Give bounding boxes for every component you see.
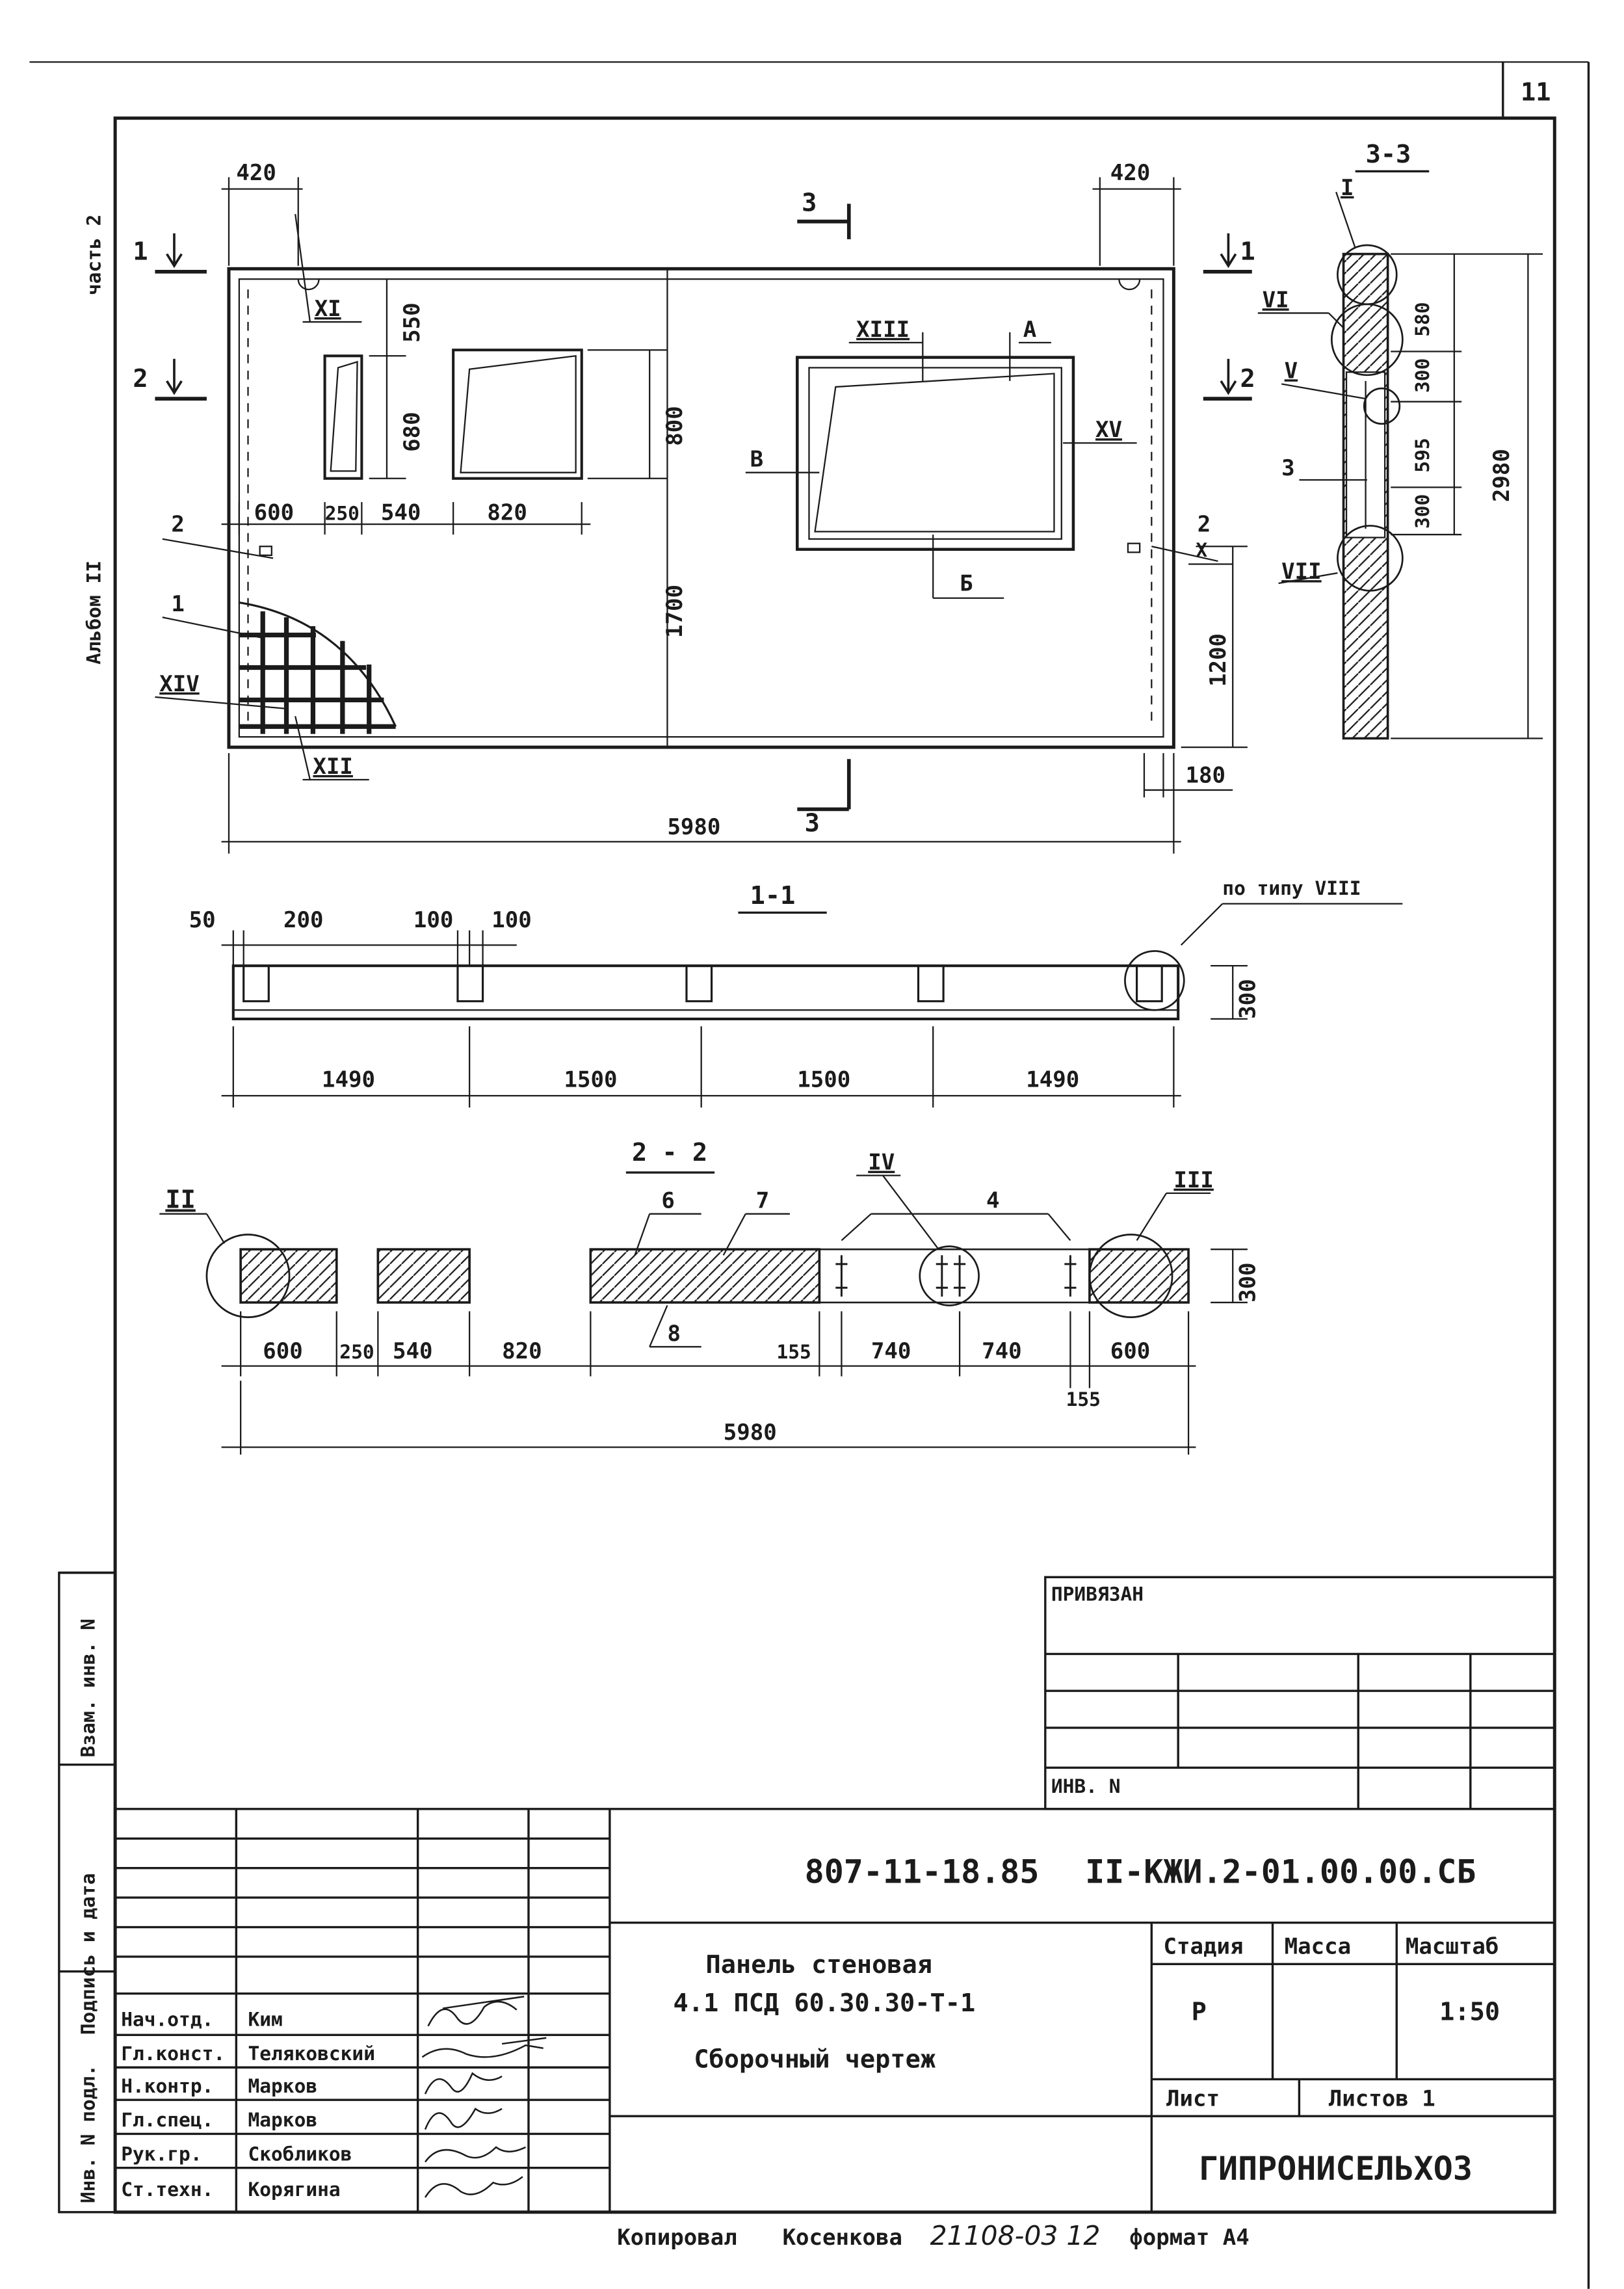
dim-1500-a: 1500: [564, 1066, 618, 1093]
format-label: формат А4: [1129, 2224, 1250, 2251]
dim-300-s11: 300: [1235, 979, 1261, 1019]
callout-4: 4: [986, 1187, 1000, 1214]
organization: ГИПРОНИСЕЛЬХОЗ: [1198, 2149, 1473, 2188]
section-1-1: [189, 877, 1403, 1107]
section-2-2: [159, 1138, 1261, 1455]
panel-plan-view: [133, 160, 1255, 854]
dim-250-s22: 250: [339, 1341, 374, 1364]
dim-50: 50: [189, 907, 216, 934]
binding-box: [1045, 1577, 1554, 1809]
dim-2980: 2980: [1488, 449, 1515, 503]
callout-2-left: 2: [171, 511, 185, 538]
cut-1-right: 1: [1240, 237, 1255, 267]
callout-VI: VI: [1262, 287, 1289, 313]
dim-300-s22: 300: [1235, 1262, 1261, 1303]
title-block: [115, 1809, 1554, 2212]
dim-1200: 1200: [1205, 633, 1231, 687]
dim-820-s22: 820: [502, 1338, 542, 1365]
title-line-3: Сборочный чертеж: [694, 2044, 936, 2074]
callout-8: 8: [667, 1320, 681, 1347]
dim-300-a: 300: [1411, 358, 1434, 393]
copied-name: Косенкова: [782, 2224, 903, 2251]
staff-name: Марков: [248, 2109, 318, 2132]
staff-name: Ким: [248, 2008, 283, 2031]
callout-III: III: [1173, 1167, 1214, 1193]
dim-1490-a: 1490: [322, 1066, 376, 1093]
dim-420-left: 420: [236, 160, 276, 187]
staff-name: Корягина: [248, 2178, 341, 2201]
title-line-1: Панель стеновая: [705, 1950, 933, 1979]
dim-600: 600: [254, 499, 295, 526]
callout-B: Б: [960, 570, 973, 597]
callout-A: А: [1023, 316, 1037, 343]
staff-name: Марков: [248, 2074, 318, 2097]
section-1-1-title: 1-1: [750, 880, 796, 910]
dim-595: 595: [1411, 438, 1434, 473]
sheet-code: II-КЖИ.2-01.00.00.СБ: [1085, 1853, 1476, 1891]
cut-1-left: 1: [133, 237, 148, 267]
dim-250: 250: [324, 502, 360, 525]
section-2-2-title: 2 - 2: [631, 1137, 708, 1167]
side-stamp: [59, 1573, 115, 2212]
cut-3-top: 3: [802, 188, 817, 218]
footer: [617, 2220, 1249, 2251]
staff-role: Гл.спец.: [121, 2109, 214, 2132]
part-label: часть 2: [83, 214, 105, 296]
dim-180: 180: [1185, 762, 1226, 789]
staff-role: Ст.техн.: [121, 2178, 214, 2201]
dim-740-b: 740: [982, 1338, 1022, 1365]
dim-155-a: 155: [776, 1341, 811, 1364]
dim-5980-plan: 5980: [667, 814, 721, 841]
dim-580: 580: [1411, 302, 1434, 337]
callout-XII: XII: [313, 753, 353, 780]
dim-820: 820: [487, 499, 527, 526]
side-stamp-replace: Взам. инв. N: [77, 1619, 99, 1758]
callout-X: X: [1196, 539, 1208, 562]
scale-header: Масштаб: [1405, 1933, 1499, 1960]
callout-3: 3: [1281, 455, 1295, 482]
mass-header: Масса: [1284, 1933, 1352, 1960]
staff-role: Рук.гр.: [121, 2143, 202, 2165]
callout-2-right: 2: [1197, 511, 1211, 538]
callout-XIII: XIII: [856, 316, 910, 343]
copied-label: Копировал: [617, 2224, 737, 2251]
section-3-3: [1258, 140, 1543, 739]
stage-value: Р: [1191, 1997, 1207, 2027]
binding-label: ПРИВЯЗАН: [1051, 1583, 1144, 1606]
dim-200: 200: [283, 907, 324, 934]
page-number: 11: [1521, 77, 1551, 107]
staff-role: Нач.отд.: [121, 2008, 214, 2031]
callout-7: 7: [755, 1187, 770, 1214]
section-3-3-title: 3-3: [1365, 139, 1411, 169]
doc-code: 807-11-18.85: [804, 1853, 1040, 1891]
callout-XV: XV: [1095, 417, 1123, 443]
album-label: Альбом II: [83, 560, 105, 665]
title-line-2: 4.1 ПСД 60.30.30-Т-1: [673, 1988, 976, 2018]
dim-420-right: 420: [1110, 160, 1151, 187]
callout-6: 6: [661, 1187, 675, 1214]
callout-II: II: [165, 1185, 196, 1215]
side-stamp-inv: Инв. N подл.: [77, 2064, 99, 2204]
dim-1700: 1700: [662, 585, 688, 639]
callout-XIV: XIV: [159, 670, 200, 697]
dim-540-s22: 540: [393, 1338, 433, 1365]
cut-2-left: 2: [133, 364, 148, 393]
dim-300-b: 300: [1411, 494, 1434, 529]
staff-name: Скобликов: [248, 2143, 352, 2165]
dim-5980-s22: 5980: [723, 1420, 777, 1446]
staff-role: Н.контр.: [121, 2074, 214, 2097]
stage-header: Стадия: [1163, 1933, 1244, 1960]
callout-IV: IV: [868, 1149, 895, 1176]
dim-740-a: 740: [871, 1338, 911, 1365]
staff-role: Гл.конст.: [121, 2042, 226, 2065]
dim-800: 800: [662, 406, 688, 446]
callout-V: В: [750, 446, 764, 473]
side-stamp-sign: Подпись и дата: [77, 1873, 99, 2035]
callout-XI: XI: [314, 295, 341, 322]
cut-2-right: 2: [1240, 364, 1255, 393]
dim-155-b: 155: [1066, 1388, 1101, 1410]
sheet-label: Лист: [1166, 2085, 1220, 2112]
dim-680: 680: [399, 412, 425, 452]
callout-VII: VII: [1281, 559, 1322, 585]
callout-V-roman: V: [1284, 358, 1298, 384]
scale-value: 1:50: [1439, 1997, 1500, 2027]
staff-name: Теляковский: [248, 2042, 375, 2065]
dim-100-a: 100: [413, 907, 454, 934]
callout-I: I: [1340, 174, 1354, 201]
binding-inv: ИНВ. N: [1051, 1775, 1121, 1797]
dim-540: 540: [380, 499, 421, 526]
cut-3-bottom: 3: [804, 808, 820, 838]
dim-100-b: 100: [491, 907, 532, 934]
callout-1: 1: [171, 591, 185, 618]
dim-1500-b: 1500: [797, 1066, 851, 1093]
dim-1490-b: 1490: [1026, 1066, 1080, 1093]
dim-550: 550: [399, 302, 425, 343]
sheets-label: Листов 1: [1328, 2085, 1435, 2112]
dim-600-b: 600: [1110, 1338, 1151, 1365]
dim-600-a: 600: [263, 1338, 303, 1365]
handwritten-note: 21108-03 12: [930, 2219, 1101, 2251]
note-type-VIII: по типу VIII: [1222, 877, 1361, 900]
